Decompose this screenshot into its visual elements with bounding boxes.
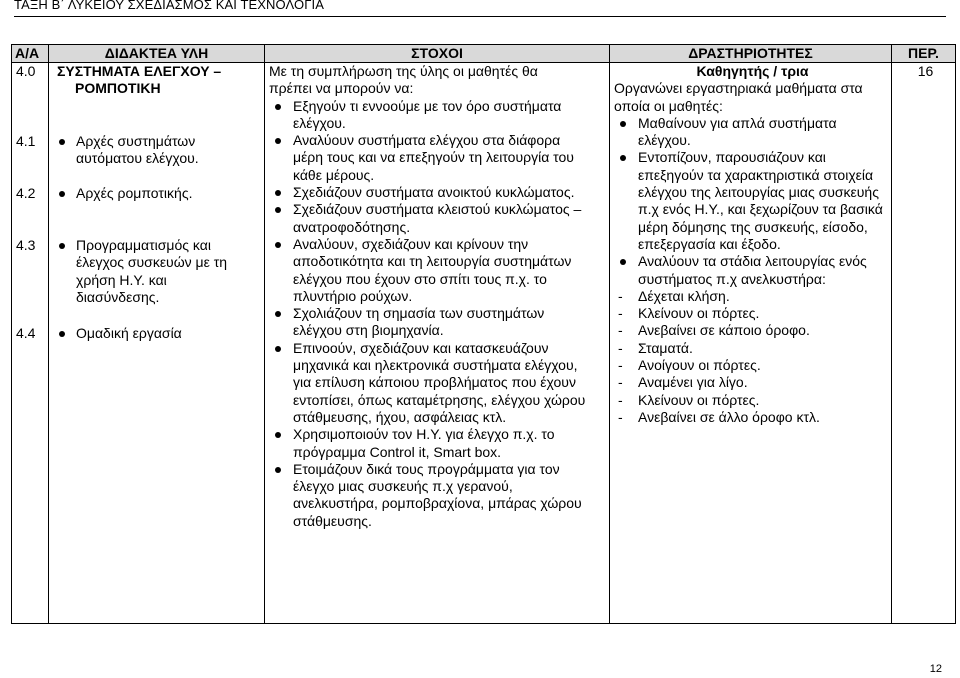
goals-cell <box>265 63 610 624</box>
list-item: Αρχές συστημάτων αυτόματου ελέγχου. <box>53 133 243 168</box>
list-item: Σχεδιάζουν συστήματα κλειστού κυκλώματος – ανατροφοδότησης. <box>269 201 587 236</box>
list-item: Εντοπίζουν, παρουσιάζουν και επεξηγούν τα χαρακτηριστικά στοιχεία ελέγχου της λειτουργίας μιας συσκευής π.χ ενός Η.Υ., και ξεχωρίζουν τα βασικά μέρη δόμησης της συσκευής, είσοδο, επεξεργασία και έξοδο. <box>614 149 885 253</box>
activities-steps <box>614 288 891 426</box>
col-header-aa: Α/Α <box>12 45 49 63</box>
col-header-goals: ΣΤΟΧΟΙ <box>265 45 610 63</box>
periods-cell <box>892 63 956 624</box>
aa-sub: 4.1 <box>16 133 36 149</box>
list-item: - Ανεβαίνει σε κάποιο όροφο. <box>614 322 891 339</box>
list-item: Αρχές ρομποτικής. <box>53 185 243 202</box>
table-header-row <box>12 45 956 63</box>
aa-sub: 4.4 <box>16 325 36 341</box>
list-item: Αναλύουν συστήματα ελέγχου στα διάφορα μέρη τους και να επεξηγούν τη λειτουργία του κάθε μέρους. <box>269 132 587 184</box>
unit-list <box>53 325 243 342</box>
list-item: Σχολιάζουν τη σημασία των συστημάτων ελέγχου στη βιομηχανία. <box>269 305 587 340</box>
page-number: 12 <box>929 663 942 675</box>
activities-role: Καθηγητής / τρια <box>696 63 809 79</box>
activities-list <box>614 115 891 288</box>
list-item: Σχεδιάζουν συστήματα ανοικτού κυκλώματος. <box>269 184 587 201</box>
table-row <box>12 63 956 624</box>
goals-intro: Με τη συμπλήρωση της ύλης οι μαθητές θα πρέπει να μπορούν να: <box>269 63 538 97</box>
col-header-periods: ΠΕΡ. <box>892 45 956 63</box>
col-header-activities: ΔΡΑΣΤΗΡΙΟΤΗΤΕΣ <box>610 45 892 63</box>
periods-value: 16 <box>917 63 934 79</box>
list-item: - Δέχεται κλήση. <box>614 288 891 305</box>
running-header: ΤΑΞΗ Β΄ ΛΥΚΕΙΟΥ ΣΧΕΔΙΑΣΜΟΣ ΚΑΙ ΤΕΧΝΟΛΟΓΙΑ <box>14 0 324 12</box>
activities-cell <box>610 63 892 624</box>
activities-intro: Οργανώνει εργαστηριακά μαθήματα στα οποία οι μαθητές: <box>614 80 863 114</box>
list-item: - Ανεβαίνει σε άλλο όροφο κτλ. <box>614 409 891 426</box>
list-item: - Σταματά. <box>614 340 891 357</box>
unit-cell <box>49 63 265 624</box>
header-rule <box>14 16 946 17</box>
list-item: Προγραμματισμός και έλεγχος συσκευών με τη χρήση Η.Υ. και διασύνδεσης. <box>53 237 243 306</box>
list-item: Χρησιμοποιούν τον Η.Υ. για έλεγχο π.χ. το πρόγραμμα Control it, Smart box. <box>269 426 587 461</box>
list-item: Αναλύουν, σχεδιάζουν και κρίνουν την αποδοτικότητα και τη λειτουργία συστημάτων ελέγχου που έχουν στο σπίτι τους π.χ. το πλυντήριο ρούχων. <box>269 236 587 305</box>
unit-list <box>53 185 243 202</box>
list-item: Ετοιμάζουν δικά τους προγράμματα για τον έλεγχο μιας συσκευής π.χ γερανού, ανελκυστήρα, ρομποβραχίονα, μπάρας χώρου στάθμευσης. <box>269 461 587 530</box>
goals-list <box>269 98 609 530</box>
list-item: Μαθαίνουν για απλά συστήματα ελέγχου. <box>614 115 885 150</box>
col-header-unit: ΔΙΔΑΚΤΕΑ ΥΛΗ <box>49 45 265 63</box>
unit-list <box>53 237 243 306</box>
aa-cell <box>12 63 49 624</box>
unit-title-line1: ΣΥΣΤΗΜΑΤΑ ΕΛΕΓΧΟΥ – <box>57 63 222 79</box>
aa-sub: 4.3 <box>16 237 36 253</box>
aa-sub: 4.2 <box>16 185 36 201</box>
list-item: - Ανοίγουν οι πόρτες. <box>614 357 891 374</box>
list-item: Εξηγούν τι εννοούμε με τον όρο συστήματα ελέγχου. <box>269 98 587 133</box>
list-item: Ομαδική εργασία <box>53 325 243 342</box>
list-item: - Κλείνουν οι πόρτες. <box>614 305 891 322</box>
list-item: Επινοούν, σχεδιάζουν και κατασκευάζουν μηχανικά και ηλεκτρονικά συστήματα ελέγχου, για επίλυση κάποιου προβλήματος που έχουν εντοπίσει, όπως καταμέτρησης, ελέγχου χώρου στάθμευσης, ήχου, ασφάλειας κτλ. <box>269 340 587 426</box>
list-item: - Κλείνουν οι πόρτες. <box>614 392 891 409</box>
list-item: - Αναμένει για λίγο. <box>614 374 891 391</box>
unit-title-line2: ΡΟΜΠΟΤΙΚΗ <box>75 80 161 97</box>
aa-main: 4.0 <box>16 63 36 79</box>
syllabus-table <box>11 44 956 624</box>
unit-list <box>53 133 243 168</box>
list-item: Αναλύουν τα στάδια λειτουργίας ενός συστήματος π.χ ανελκυστήρα: <box>614 253 885 288</box>
